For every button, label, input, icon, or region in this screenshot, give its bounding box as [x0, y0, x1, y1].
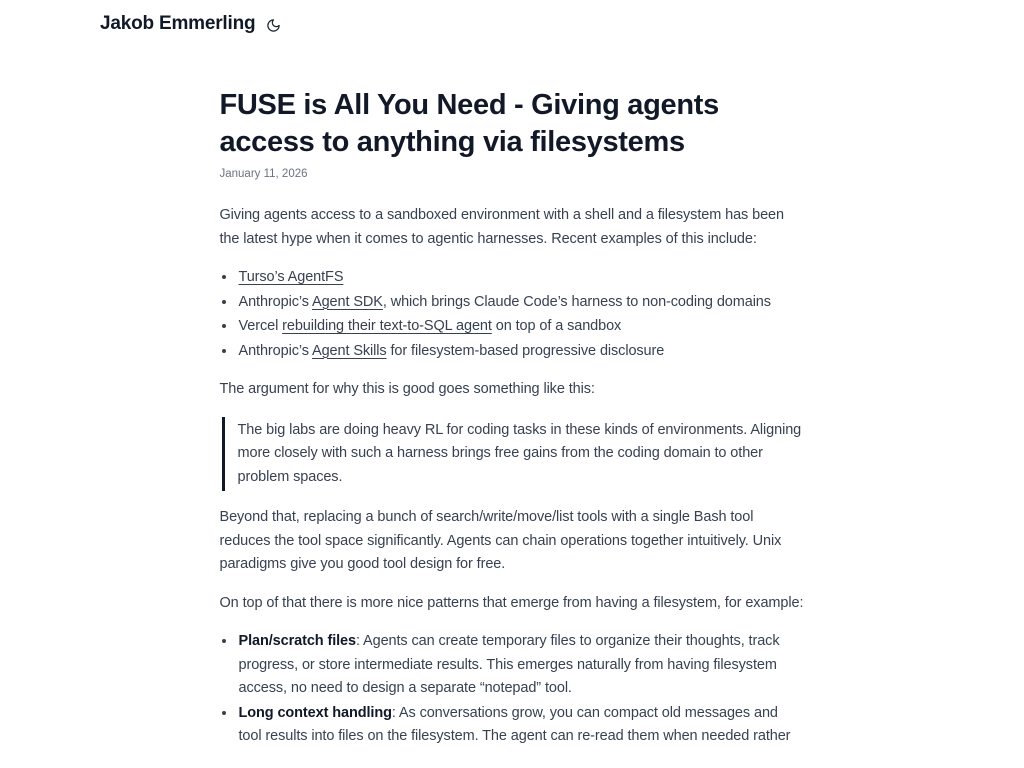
link-turso-agentfs[interactable]: Turso’s AgentFS: [238, 269, 344, 285]
list-item-text: Anthropic’s: [238, 342, 312, 359]
list-item-text: Anthropic’s: [238, 293, 312, 310]
list-item-text: : Agents can create temporary files to organize their thoughts, track progress, or store intermediate results. This emerges naturally from having filesystem access, no need to design a separate “notepad” tool.: [238, 633, 780, 696]
list-item: [237, 266, 805, 290]
list-item-text: for filesystem-based progressive disclosure: [386, 342, 665, 359]
examples-list: [220, 266, 805, 363]
list-item-term: Plan/scratch files: [238, 633, 356, 649]
post-date: January 11, 2026: [219, 168, 308, 180]
paragraph-argument: The argument for why this is good goes something like this:: [219, 381, 595, 397]
list-item: [237, 291, 805, 315]
link-agent-sdk[interactable]: Agent SDK: [312, 293, 383, 310]
site-title-link[interactable]: Jakob Emmerling: [100, 13, 256, 34]
link-agent-skills[interactable]: Agent Skills: [312, 342, 387, 359]
list-item: [237, 340, 805, 364]
list-item: [237, 630, 805, 701]
list-item: [237, 315, 805, 339]
blockquote-text: The big labs are doing heavy RL for coding tasks in these kinds of environments. Aligning more closely with such a harness brings free gains from the coding domain to other problem spaces.: [237, 421, 802, 485]
list-item-text: , which brings Claude Code’s harness to non-coding domains: [382, 293, 771, 310]
site-header: [100, 13, 281, 35]
moon-icon: [266, 18, 281, 33]
paragraph-beyond: Beyond that, replacing a bunch of search/write/move/list tools with a single Bash tool reduces the tool space significantly. Agents can chain operations together intuitively. Unix paradigms give you good tool design for free.: [219, 509, 782, 572]
list-item-text: : As conversations grow, you can compact old messages and tool results into files on the filesystem. The agent can re-read them when needed rather: [238, 704, 791, 744]
paragraph-intro: Giving agents access to a sandboxed environment with a shell and a filesystem has been the latest hype when it comes to agentic harnesses. Recent examples of this include:: [219, 207, 784, 247]
page-title: FUSE is All You Need - Giving agents access to anything via filesystems: [219, 89, 719, 158]
link-text-to-sql-agent[interactable]: rebuilding their text-to-SQL agent: [282, 318, 492, 334]
list-item-term: Long context handling: [238, 704, 392, 721]
blockquote: [222, 417, 805, 492]
theme-toggle-button[interactable]: [266, 18, 281, 33]
list-item: [237, 702, 805, 749]
article: [220, 0, 805, 749]
paragraph-patterns: On top of that there is more nice patterns that emerge from having a filesystem, for example:: [219, 594, 804, 611]
list-item-text: Vercel: [238, 318, 283, 334]
list-item-text: on top of a sandbox: [491, 318, 622, 334]
patterns-list: [220, 630, 805, 749]
